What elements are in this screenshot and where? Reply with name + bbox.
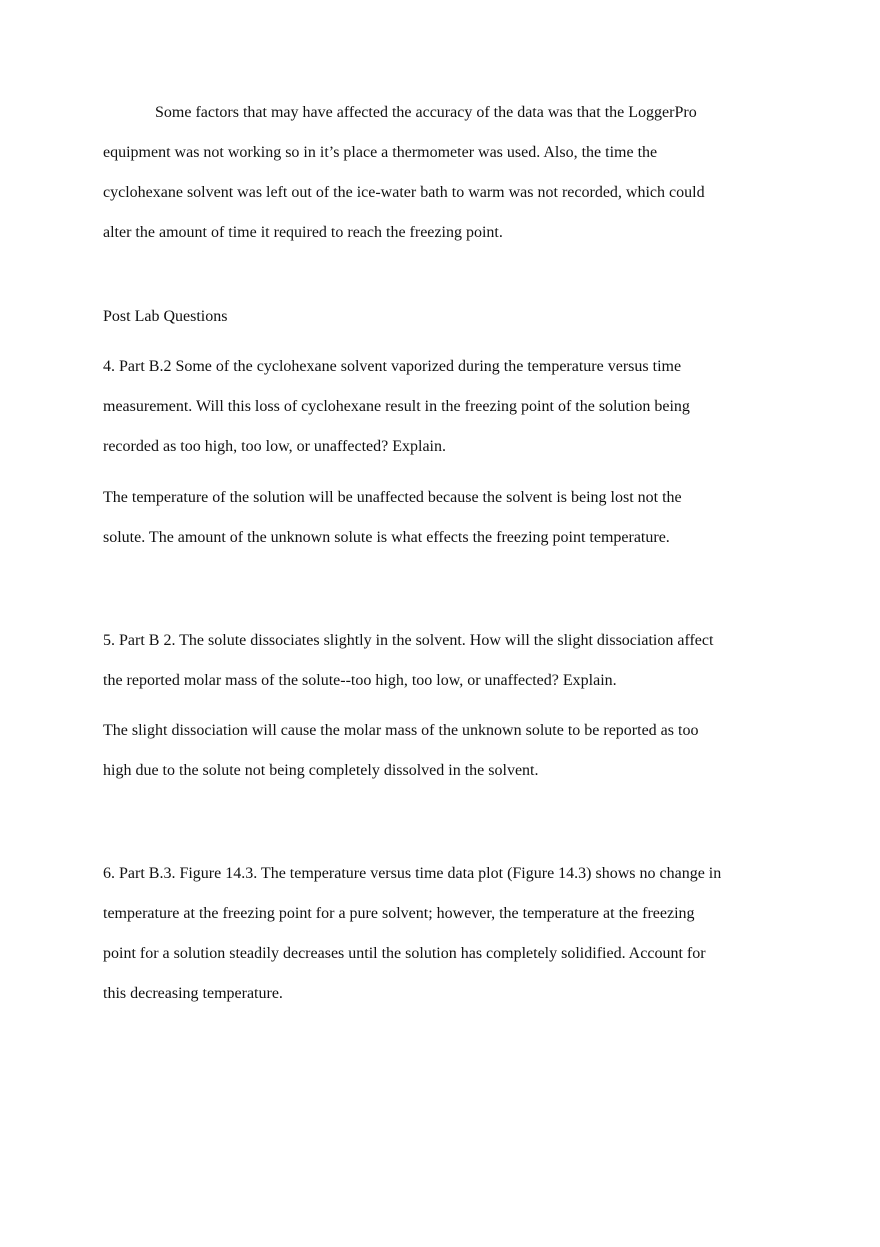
question-6 — [103, 854, 793, 1014]
question-6-line-4: this decreasing temperature. — [103, 985, 283, 1002]
question-6-line-3: point for a solution steadily decreases until the solution has completely solidified. Account for — [103, 945, 706, 962]
question-6-line-2: temperature at the freezing point for a pure solvent; however, the temperature at the freezing — [103, 905, 695, 922]
question-4 — [103, 347, 793, 467]
question-4-line-1: 4. Part B.2 Some of the cyclohexane solvent vaporized during the temperature versus time — [103, 358, 682, 375]
question-6-line-1: 6. Part B.3. Figure 14.3. The temperature versus time data plot (Figure 14.3) shows no change in — [103, 865, 722, 882]
answer-4-line-2: solute. The amount of the unknown solute is what effects the freezing point temperature. — [103, 529, 670, 546]
intro-paragraph — [103, 93, 793, 253]
answer-4-line-1: The temperature of the solution will be unaffected because the solvent is being lost not the — [103, 489, 682, 506]
intro-line-3: cyclohexane solvent was left out of the ice-water bath to warm was not recorded, which could — [103, 184, 705, 201]
intro-line-1: Some factors that may have affected the accuracy of the data was that the LoggerPro — [155, 104, 697, 121]
question-4-line-2: measurement. Will this loss of cyclohexane result in the freezing point of the solution being — [103, 398, 690, 415]
answer-5 — [103, 711, 793, 791]
section-heading — [103, 297, 793, 337]
question-5-line-1: 5. Part B 2. The solute dissociates slightly in the solvent. How will the slight dissociation affect — [103, 632, 714, 649]
answer-4 — [103, 478, 793, 558]
question-5-line-2: the reported molar mass of the solute--too high, too low, or unaffected? Explain. — [103, 672, 617, 689]
question-5 — [103, 621, 793, 701]
intro-line-4: alter the amount of time it required to reach the freezing point. — [103, 224, 503, 241]
answer-5-line-2: high due to the solute not being completely dissolved in the solvent. — [103, 762, 539, 779]
section-heading-text: Post Lab Questions — [103, 308, 228, 325]
answer-5-line-1: The slight dissociation will cause the molar mass of the unknown solute to be reported as too — [103, 722, 699, 739]
intro-line-2: equipment was not working so in it’s place a thermometer was used. Also, the time the — [103, 144, 658, 161]
question-4-line-3: recorded as too high, too low, or unaffected? Explain. — [103, 438, 446, 455]
